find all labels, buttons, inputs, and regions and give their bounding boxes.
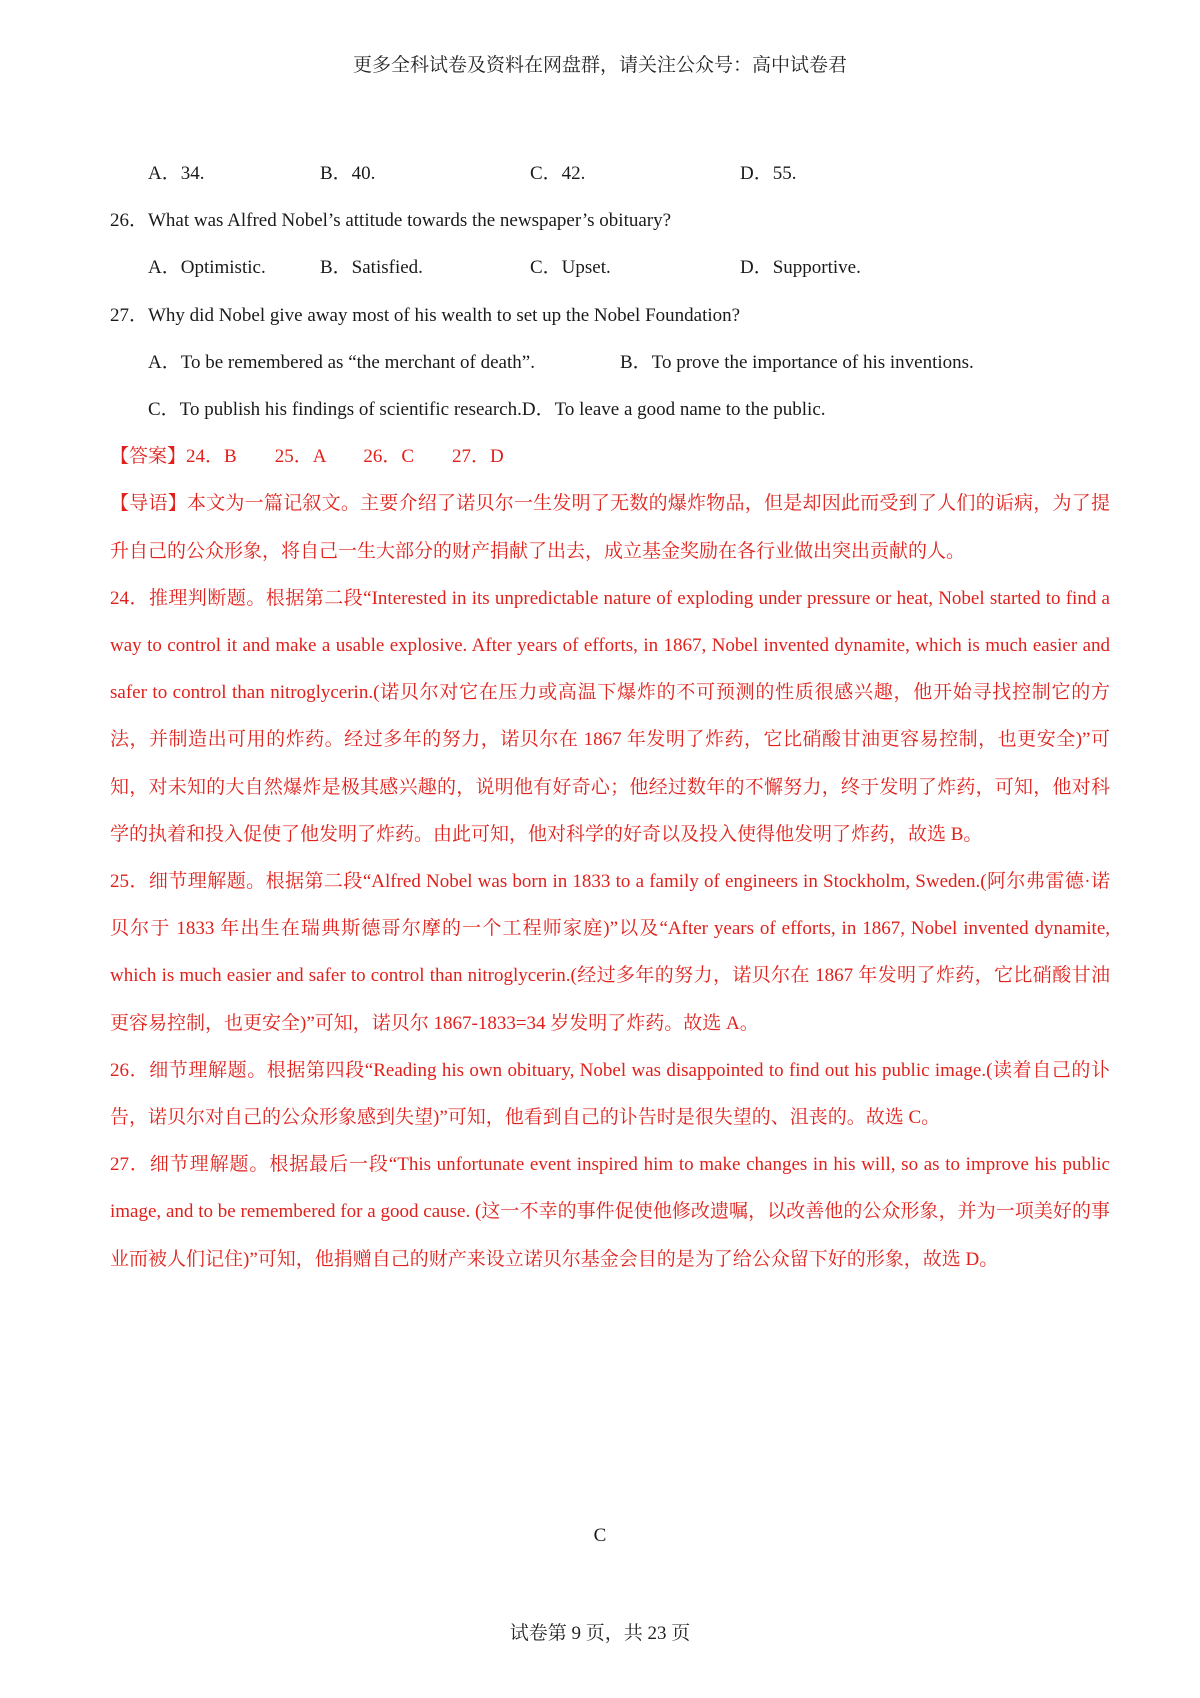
page-footer: 试卷第 9 页，共 23 页 [509, 1623, 691, 1644]
q25-options [110, 150, 1110, 197]
q27-options-row1 [110, 339, 1110, 386]
answer-label: 【答案】 [110, 446, 187, 468]
answer-text: 24．B 25．A 26．C 27．D [186, 446, 504, 468]
guide-paragraph [110, 480, 1110, 574]
q27-option-a: A．To be remembered as “the merchant of death”. [148, 351, 535, 373]
document-body [110, 150, 1110, 1283]
q27-option-d: D．To leave a good name to the public. [521, 398, 826, 420]
explanation-26: 26．细节理解题。根据第四段“Reading his own obituary, Nobel was disappointed to find out his public image.(读着自己的讣告，诺贝尔对自己的公众形象感到失望)”可知，他看到自己的讣告时是很失望的、沮丧的。故选 C。 [110, 1059, 1110, 1128]
q25-option-b: B．40. [320, 163, 376, 184]
q27-options-row2 [110, 386, 1110, 433]
explanation-27: 27．细节理解题。根据最后一段“This unfortunate event inspired him to make changes in his will, so as to improve his public image, and to be remembered for a good cause. (这一不幸的事件促使他修改遗嘱，以改善他的公众形象，并为一项美好的事业而被人们记住)”可知，他捐赠自己的财产来设立诺贝尔基金会目的是为了给公众留下好的形象，故选 D。 [110, 1154, 1110, 1270]
explanation-24: 24．推理判断题。根据第二段“Interested in its unpredictable nature of exploding under pressure or heat, Nobel started to find a way to control it and make a usable explosive. After years of efforts, in 1867, Nobel invented dynamite, which is much easier and safer to control than nitroglycerin.(诺贝尔对它在压力或高温下爆炸的不可预测的性质很感兴趣，他开始寻找控制它的方法，并制造出可用的炸药。经过多年的努力，诺贝尔在 1867 年发明了炸药，它比硝酸甘油更容易控制，也更安全)”可知，对未知的大自然爆炸是极其感兴趣的，说明他有好奇心；他经过数年的不懈努力，终于发明了炸药，可知，他对科学的执着和投入促使了他发明了炸药。由此可知，他对科学的好奇以及投入使得他发明了炸药，故选 B。 [110, 587, 1110, 845]
guide-text: 本文为一篇记叙文。主要介绍了诺贝尔一生发明了无数的爆炸物品，但是却因此而受到了人们的诟病，为了提升自己的公众形象，将自己一生大部分的财产捐献了出去，成立基金奖励在各行业做出突出贡献的人。 [110, 493, 1110, 562]
q26-option-d: D．Supportive. [740, 257, 861, 279]
q27-stem: 27．Why did Nobel give away most of his wealth to set up the Nobel Foundation? [110, 304, 741, 326]
answer-line [110, 433, 1110, 480]
q25-option-d: D．55. [740, 163, 797, 184]
q27-option-c: C．To publish his findings of scientific research. [148, 398, 522, 420]
section-letter: C [593, 1525, 607, 1546]
q26-options [110, 244, 1110, 291]
guide-label: 【导语】 [110, 493, 187, 515]
q25-option-c: C．42. [530, 163, 586, 184]
q26-option-c: C．Upset. [530, 257, 611, 279]
page-header: 更多全科试卷及资料在网盘群，请关注公众号：高中试卷君 [352, 55, 847, 76]
q26-option-b: B．Satisfied. [320, 257, 423, 279]
q26-stem: 26．What was Alfred Nobel’s attitude towards the newspaper’s obituary? [110, 210, 672, 232]
q26-option-a: A．Optimistic. [148, 257, 266, 279]
q27-option-b: B．To prove the importance of his inventions. [620, 351, 974, 373]
explanation-25: 25．细节理解题。根据第二段“Alfred Nobel was born in 1833 to a family of engineers in Stockholm, Sweden.(阿尔弗雷德·诺贝尔于 1833 年出生在瑞典斯德哥尔摩的一个工程师家庭)”以及“After years of efforts, in 1867, Nobel invented dynamite, which is much easier and safer to control than nitroglycerin.(经过多年的努力，诺贝尔在 1867 年发明了炸药，它比硝酸甘油更容易控制，也更安全)”可知，诺贝尔 1867-1833=34 岁发明了炸药。故选 A。 [110, 870, 1110, 1034]
q25-option-a: A．34. [148, 163, 205, 184]
